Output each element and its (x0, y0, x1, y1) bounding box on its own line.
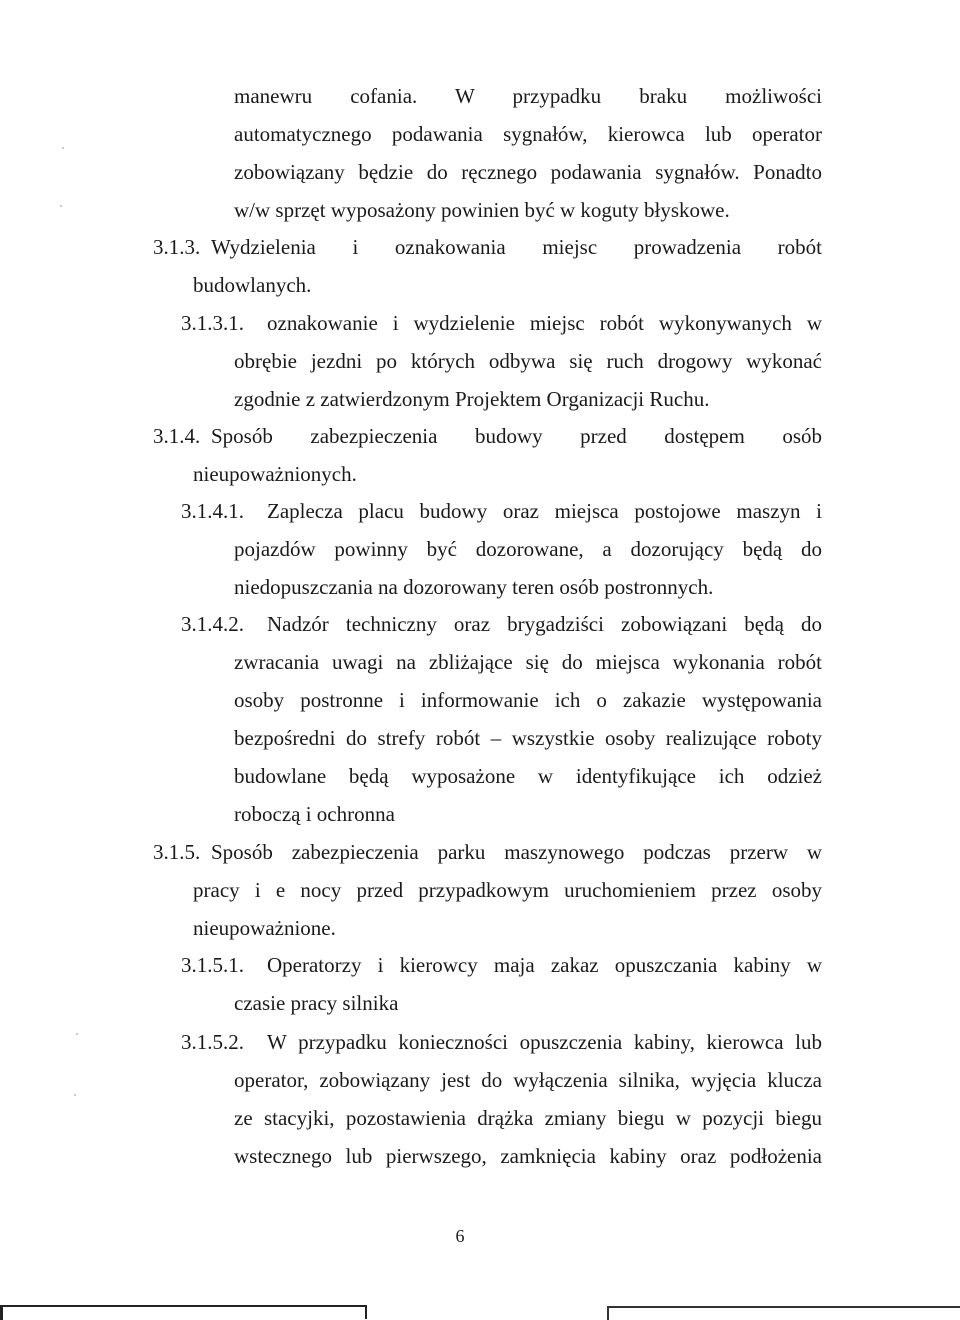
scan-speck (74, 1094, 76, 1096)
text-line: Operatorzy i kierowcy maja zakaz opuszczania kabiny w (267, 953, 822, 977)
section-heading: Sposób zabezpieczenia budowy przed dostępem osób (211, 424, 822, 448)
text-line: roboczą i ochronna (234, 802, 395, 826)
section-heading: Sposób zabezpieczenia parku maszynowego podczas przerw w (211, 840, 822, 864)
scan-border-edge (0, 1305, 3, 1320)
text-line: osoby postronne i informowanie ich o zakazie występowania (234, 688, 822, 712)
text-line: manewru cofania. W przypadku braku możliwości (234, 84, 822, 108)
text-line: budowlane będą wyposażone w identyfikujące ich odzież (234, 764, 822, 788)
text-line: automatycznego podawania sygnałów, kierowca lub operator (234, 122, 822, 146)
section-number: 3.1.5.1. (181, 953, 244, 977)
text-line: W przypadku konieczności opuszczenia kabiny, kierowca lub (267, 1030, 822, 1054)
section-heading-cont: nieupoważnione. (193, 916, 336, 940)
scan-border-tick (365, 1305, 367, 1319)
section-3-1-5-1 (181, 946, 822, 1022)
section-3-1-3-1 (181, 304, 822, 418)
scan-border-line (608, 1306, 960, 1308)
section-heading-cont: pracy i e nocy przed przypadkowym uruchomieniem przez osoby (193, 878, 822, 902)
section-number: 3.1.3.1. (181, 311, 244, 335)
text-line: niedopuszczania na dozorowany teren osób postronnych. (234, 575, 714, 599)
text-line: Nadzór techniczny oraz brygadziści zobowiązani będą do (267, 612, 822, 636)
text-line: zwracania uwagi na zbliżające się do miejsca wykonania robót (234, 650, 822, 674)
section-3-1-5-2 (181, 1023, 822, 1175)
section-number: 3.1.4. (153, 424, 201, 448)
scan-speck (60, 205, 62, 207)
scan-speck (62, 147, 64, 149)
section-heading: Wydzielenia i oznakowania miejsc prowadzenia robót (211, 235, 822, 259)
section-heading-cont: budowlanych. (193, 273, 312, 297)
section-3-1-4 (153, 417, 822, 493)
text-line: operator, zobowiązany jest do wyłączenia silnika, wyjęcia klucza (234, 1068, 822, 1092)
section-heading-cont: nieupoważnionych. (193, 462, 357, 486)
section-3-1-3 (153, 228, 822, 304)
text-line: wstecznego lub pierwszego, zamknięcia kabiny oraz podłożenia (234, 1144, 822, 1168)
text-line: Zaplecza placu budowy oraz miejsca postojowe maszyn i (267, 499, 822, 523)
section-number: 3.1.4.1. (181, 499, 244, 523)
section-number: 3.1.5. (153, 840, 201, 864)
text-line: w/w sprzęt wyposażony powinien być w koguty błyskowe. (234, 198, 730, 222)
section-number: 3.1.3. (153, 235, 201, 259)
text-line: zgodnie z zatwierdzonym Projektem Organizacji Ruchu. (234, 387, 710, 411)
text-line: zobowiązany będzie do ręcznego podawania sygnałów. Ponadto (234, 160, 822, 184)
text-line: ze stacyjki, pozostawienia drążka zmiany biegu w pozycji biegu (234, 1106, 822, 1130)
text-line: oznakowanie i wydzielenie miejsc robót wykonywanych w (267, 311, 822, 335)
paragraph-intro (234, 77, 822, 229)
section-number: 3.1.5.2. (181, 1030, 244, 1054)
text-line: czasie pracy silnika (234, 991, 399, 1015)
scan-border-tick (607, 1306, 609, 1320)
page-number: 6 (455, 1226, 465, 1246)
section-3-1-5 (153, 833, 822, 947)
section-3-1-4-2 (181, 605, 822, 833)
section-number: 3.1.4.2. (181, 612, 244, 636)
text-line: bezpośredni do strefy robót – wszystkie osoby realizujące roboty (234, 726, 822, 750)
scan-speck (76, 1033, 78, 1035)
text-line: pojazdów powinny być dozorowane, a dozorujący będą do (234, 537, 822, 561)
scan-border-line (0, 1305, 365, 1307)
section-3-1-4-1 (181, 492, 822, 606)
text-line: obrębie jezdni po których odbywa się ruch drogowy wykonać (234, 349, 822, 373)
